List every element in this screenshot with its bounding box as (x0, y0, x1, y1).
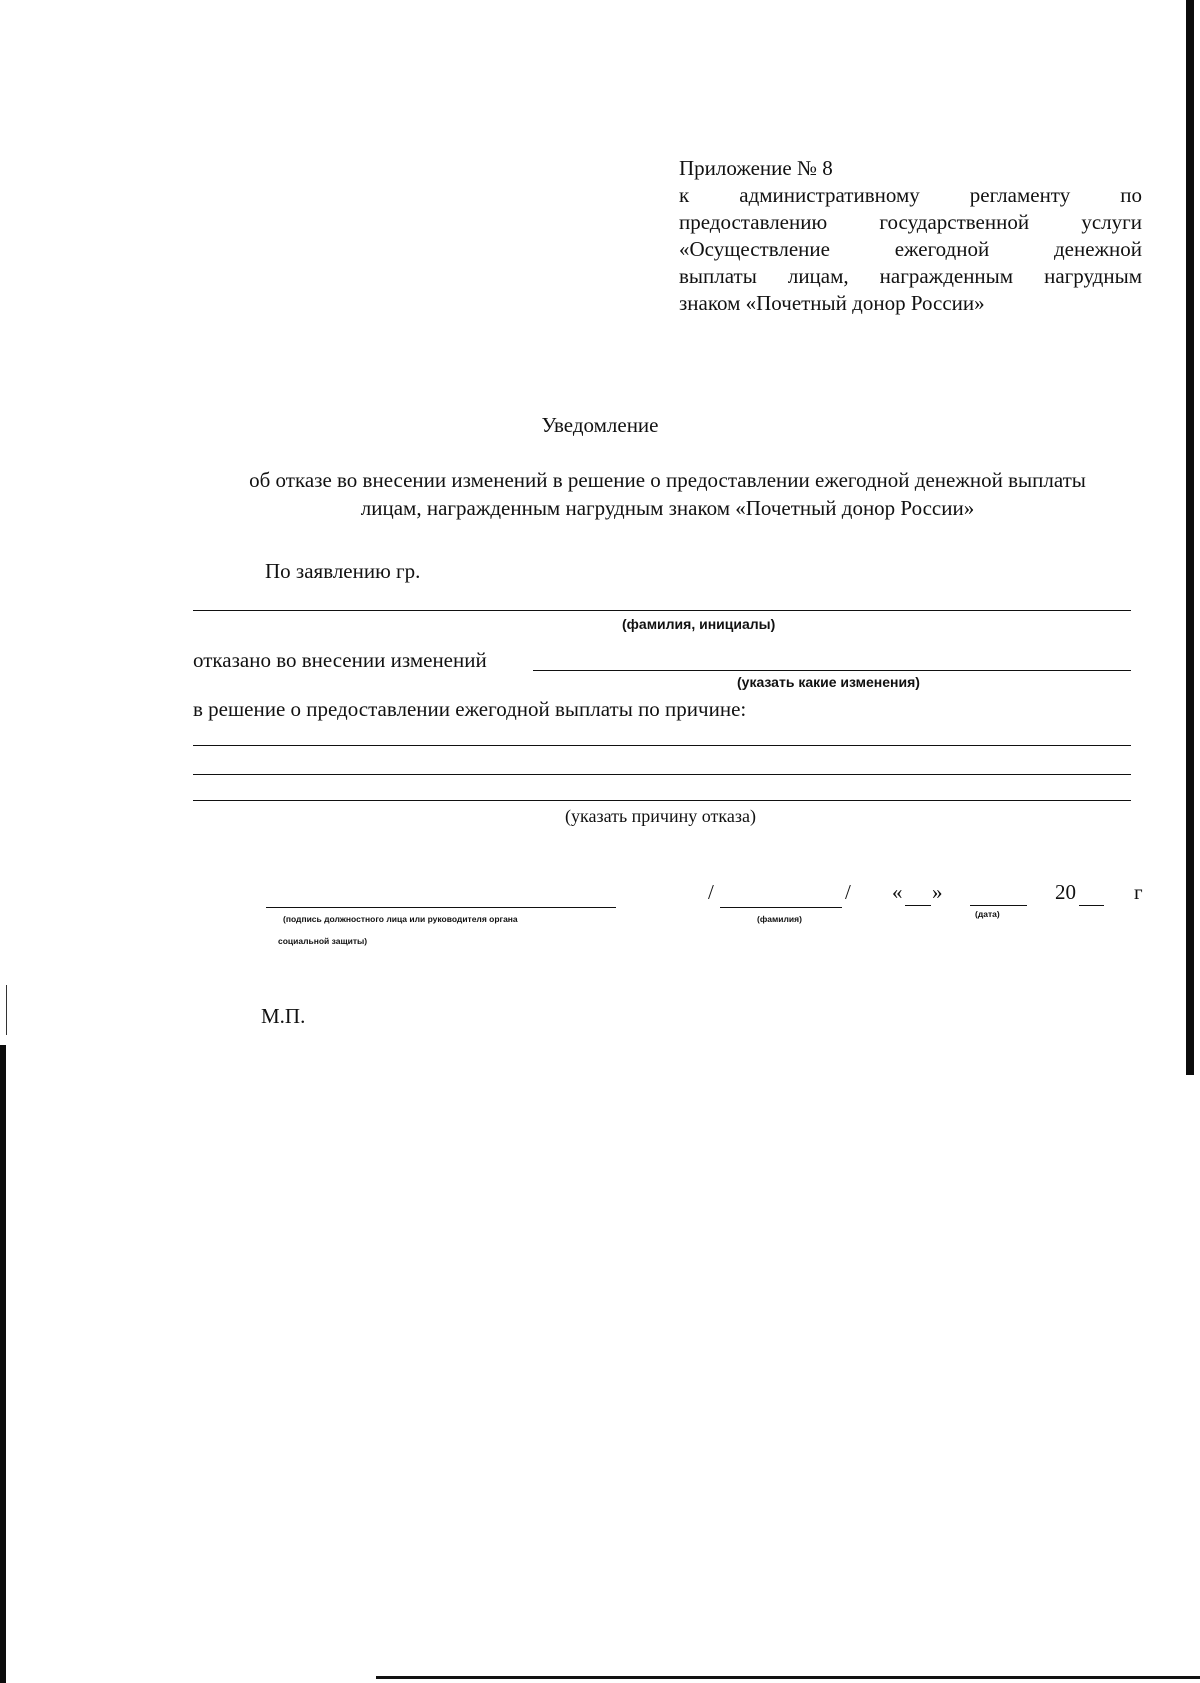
appendix-line: предоставлению государственной услуги (679, 210, 1142, 234)
reason-field-line-3[interactable] (193, 800, 1131, 801)
reason-field-line-2[interactable] (193, 774, 1131, 775)
notice-title: Уведомление (541, 413, 659, 437)
surname-slash-right: / (845, 880, 851, 904)
day-quote-open: « (892, 880, 903, 904)
year-suffix: г (1134, 880, 1143, 904)
appendix-line: к административному регламенту по (679, 183, 1142, 207)
signer-caption: социальной защиты) (278, 936, 368, 946)
changes-field-line[interactable] (533, 670, 1131, 671)
applicant-prefix: По заявлению гр. (265, 559, 421, 583)
reason-caption: (указать причину отказа) (565, 806, 756, 826)
scan-edge-bottom (376, 1676, 1200, 1679)
date-caption: (дата) (975, 909, 1000, 919)
name-caption: (фамилия, инициалы) (622, 616, 776, 632)
notice-subtitle (190, 466, 1145, 522)
year-prefix: 20 (1055, 880, 1076, 904)
signer-caption: (подпись должностного лица или руководителя органа (283, 914, 518, 924)
changes-caption: (указать какие изменения) (737, 674, 920, 690)
surname-field-line[interactable] (720, 907, 842, 908)
notice-subtitle-line: об отказе во внесении изменений в решение о предоставлении ежегодной денежной выплаты (249, 468, 1086, 492)
appendix-number: Приложение № 8 (679, 156, 833, 180)
name-field-line[interactable] (193, 610, 1131, 611)
surname-caption: (фамилия) (757, 914, 802, 924)
stamp-label: М.П. (261, 1004, 306, 1028)
decision-text: в решение о предоставлении ежегодной выплаты по причине: (193, 697, 747, 721)
scan-edge-left (0, 1045, 6, 1683)
day-quote-close: » (932, 880, 943, 904)
year-field-line[interactable] (1079, 905, 1104, 906)
appendix-block (679, 155, 1142, 317)
signature-line[interactable] (266, 907, 616, 908)
reason-field-line-1[interactable] (193, 745, 1131, 746)
appendix-line: знаком «Почетный донор России» (679, 291, 985, 315)
notice-subtitle-line: лицам, награжденным нагрудным знаком «Почетный донор России» (360, 496, 975, 520)
appendix-line: выплаты лицам, награжденным нагрудным (679, 264, 1142, 288)
day-field-line[interactable] (905, 905, 931, 906)
surname-slash-left: / (708, 880, 714, 904)
date-field-line[interactable] (970, 905, 1027, 906)
appendix-line: «Осуществление ежегодной денежной (679, 237, 1142, 261)
scan-edge-right (1186, 0, 1194, 1075)
refused-text: отказано во внесении изменений (193, 648, 487, 672)
scan-mark-left (6, 985, 7, 1035)
